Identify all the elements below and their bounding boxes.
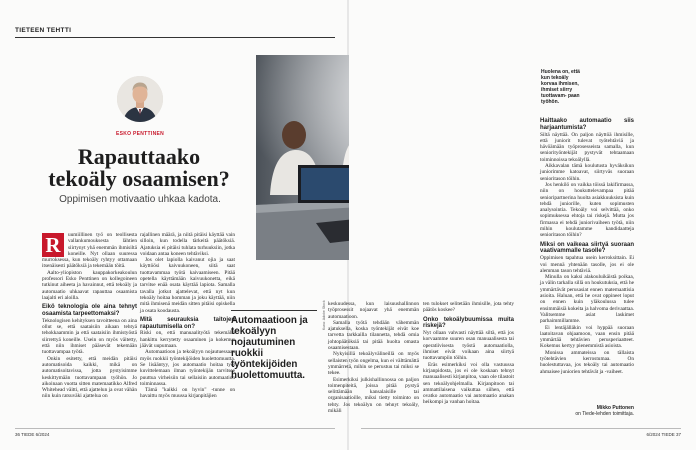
paragraph: Teknologisen kehityksen tavoitteena on aina ollut se, että saataisiin aikaan tehtyä tehokkaammin ja että saataisiin ihmistyöstä siirrettyä koneille. Usein on myös väitetty, että niin ihmiset pääsevät tekemään tuottavampaa työtä.	[42, 317, 137, 356]
author-portrait-image	[117, 76, 163, 122]
paragraph: Jos henkilö on vaikka töissä lakifirmassa, niin on houkuttelevampaa pitää senioripartnerina huolta asiakkuuksista kuin tehdä juniorille, kuten sopimusten analysointia. Tekoäly voi selvittää, onko sopimuksessa ehtoja tai riskejä. Mutta jos firmassa ei tehdä juniorivaiheen työtä, niin mihin koulutamme kandidaatteja senioritason töihin?	[540, 181, 634, 239]
question-heading: Haittaako automaatio siis harjaantumista?	[540, 118, 634, 131]
page-folio-right: 6/2024 TIEDE 37	[646, 432, 681, 437]
paragraph: Nykyisillä tekoälyvälineillä on myös sellaisten työn ongelma, kun ei välttämättä ymmärretä, mihin se perustuu tai miksi se tekee.	[328, 351, 419, 377]
article-headline: Rapauttaako tekoäly osaamisen?	[48, 144, 230, 191]
question-heading: Eikö teknologia ole aina tehnyt osaamista tarpeettomaksi?	[42, 304, 137, 318]
text-column-1	[42, 232, 137, 400]
article-subheadline: Oppimisen motivaatio uhkaa kadota.	[59, 194, 221, 205]
paragraph: Riski on, että manuaalityötä tekemällä hankittu kerrytetty osaaminen ja kokemus jäävät uupumaan.	[140, 330, 235, 350]
paragraph: Onkin esitetty, että meidän pitäisi automatisoida kaikki, mikä on automatisoitavissa, jotta pystyisimme keskittymään tuottavampaan työhön. Jo aikoinaan vuotta sitten matemaatikko Alfred Whitehead väitti, että ajattelun ja ovat vähän niin kuin ratsuväki ajattelua on	[42, 355, 137, 400]
paragraph: Eräs esimerkiksi voi olla vastuussa kirjanpidosta, jos ei ole koskaan tehnyt manuaalisesti kirjanpitoa, vaan ole tilastoit sen tekoälyohjelmalla. Kirjanpitoon tai ammattilaisena vaikuttaa siihen, että ovatko automaatio vai automaatio anakan heikompi ja vanhan hoitaa.	[423, 361, 514, 406]
paragraph: Siltä näyttää. On paljon näyttöä ihmisille, että juniorit tulevat työtehtäviä ja hävöämään työprosesseista samalla, kun seniorityöntekijät pystyvät tehtaamaan toiminnoissa tekoälyllä.	[540, 131, 634, 163]
author-signature	[565, 405, 634, 417]
paragraph: keskuudessa, kun laisuushallinnon työprosessit nojaavat yhä enemmän automaatioon.	[328, 301, 419, 320]
signature-role: on Tiede-lehden toimittaja.	[575, 411, 634, 417]
text-column-4	[423, 301, 514, 406]
author-photo	[117, 76, 163, 122]
paragraph: rajallinen määrä, ja niitä pitäisi käyttää vain silloin, kun todella tärkeitä päätöksiä. Ajatuksia ei pitäisi tuhlata turhuuksiin, jotka voidaan antaa koneen tehtäviksi.	[140, 232, 235, 257]
paragraph: ten tulokset selitetään ihmisille, jota tehty päätös koskee?	[423, 301, 514, 314]
text-column-2	[140, 232, 235, 400]
section-label: TIETEEN TEHTTI	[15, 27, 72, 34]
bottom-rule	[15, 428, 335, 429]
text-column-5	[540, 118, 634, 375]
paragraph: Jos olet lapiolla kaivanut ojia ja saat käyttöösi kaivuukoneen, siitä saat tuottavammaa työtä kaivaamiseen. Pitää opetella käyttämään kaivuukonetta, eikä tarvitse enää osata käyttää lapiota. Samalla tavalla jotkut ajattelevat, että nyt kun tekoäly hoitaa homman ja joku käyttää, niin mitä ihmisenä meidän sitten pitäisi opiskella ja osata koodausta.	[140, 257, 235, 314]
paragraph: Monissa ammateissa on tällaista työtehtävien kerrostumaa. On huolestuttavaa, jos tekoäly tai automaatio ahmaisee juniorien tehtävät ja -vaiheet.	[540, 349, 634, 375]
paragraph: uumiillinen työ on teollisesta vallankumouksesta lähtien siirtynyt yhä enemmän ihmisiltä koneille. Nyt ollaan suuressa murroksessa, kun tekoäly ryhtyy ottamaan itsenäisesti päätöksiä ja tekemään töitä.	[42, 232, 137, 270]
right-page	[231, 0, 696, 450]
paragraph: Automaatioon ja tekoälyyn nojautuessaan myös ruokkii työntekijöiden huolettomuutta. Se lisääntyy, jos automaatio hoitaa työt kuvittelemaan ilman työntekijän tarvitsee puuttua virheisiin tai sellaisiin automaation toiminnassa.	[140, 349, 235, 387]
paragraph: Esimerkiksi julkishallinnossa on paljon toimenpiteitä, joissa pitää pystyä selittämään kansalaisille tai organisaatioille, miksi tietty toiminto on tehty. Jos tekoälyn on tehnyt tekoäly, mikäli	[328, 376, 419, 415]
paragraph: Samalla työtä tehdään vähemmän ajatuksella, koska työntekijät eivät koe tarvetta tarkkailla tilannetta, tehdä omia johtopäätöksiä tai pitää huolta omasta osaamisestaan.	[328, 319, 419, 352]
author-byline: ESKO PENTTINEN	[115, 131, 165, 137]
paragraph: Oppimisen tapahtua usein kerroksittain. Ei voi mennä yhtenään tasolle, jos ei ole alemman tason tehtäviä.	[540, 255, 634, 274]
page-folio-left: 36 TIEDE 6/2024	[15, 432, 50, 437]
photo-caption: Huolena on, että kun tekoäly korvaa ihmisen, ihmiset siirry tuottavam- paan työhön.	[541, 69, 580, 105]
paragraph: Aalto-yliopiston kauppakorkeakoulun professori Esko Penttinen on kollegoineen tutkinut aiheeta ja havainnut, että tekoäly ja automaatio uhkaavat rapauttaa osaamista laajalti eri aloilla.	[42, 269, 137, 301]
paragraph: Nyt ollaan vahvasti näyttää siltä, että jos korvaamme suuren osan manuaalisesta tai operatiivisesta työstä automaatiolla, ihmiset eivät voikaan aina siirtyä tuottavampiin töihin.	[423, 330, 514, 362]
paragraph: Ei lentäjälläkin voi hyppää suoraan laatoitavan ohjaamoon, vaan ensin pitää ymmärtää tehtävien perusperiaatteet. Kokemus kertyy pienemmistä asioista.	[540, 324, 634, 350]
paragraph: Aikkavalan tämä koulutusta hyväksikun juniorimme katoavat, siirtyväs suoraan senioritason töihin.	[540, 163, 634, 182]
paragraph: Tämä "kaikki on hyvin" -tunne on havaittu myös muussa kirjanpitäjien	[140, 387, 235, 400]
question-heading: Miksi on vaikeaa siirtyä suoraan vaativammalle tasolle?	[540, 241, 634, 255]
question-heading: Onko tekoälybuumissa muita riskejä?	[423, 316, 514, 330]
dropcap: R	[42, 233, 64, 257]
pull-quote: Automaatioon ja tekoälyyn nojautuminen ruokkii työntekijöiden huolettomuutta.	[231, 310, 317, 381]
top-rule	[15, 37, 335, 38]
paragraph: Minulla on kaksi alakouluikäistä poikaa, ja välin tarkalla sillä on houkutuksia, että he ymmärtävät perusasiat ennen matemaattisia asioita. Haluan, että he ovat oppineet loput on ennen kuin yläkoulussa tulee ensimmäisiä kokeita ja halvoma derivaattaa. Valitsemme asiat laskimet parhaimmillamme.	[540, 274, 634, 325]
photo-credit: Kuva: Adobe Stock	[322, 300, 326, 330]
text-column-3	[328, 301, 419, 414]
bottom-rule	[361, 428, 681, 429]
question-heading: Mitä seurauksia taitojen rapautumisella on?	[140, 316, 235, 330]
signature-name: Mikko Puttonen	[596, 405, 634, 411]
